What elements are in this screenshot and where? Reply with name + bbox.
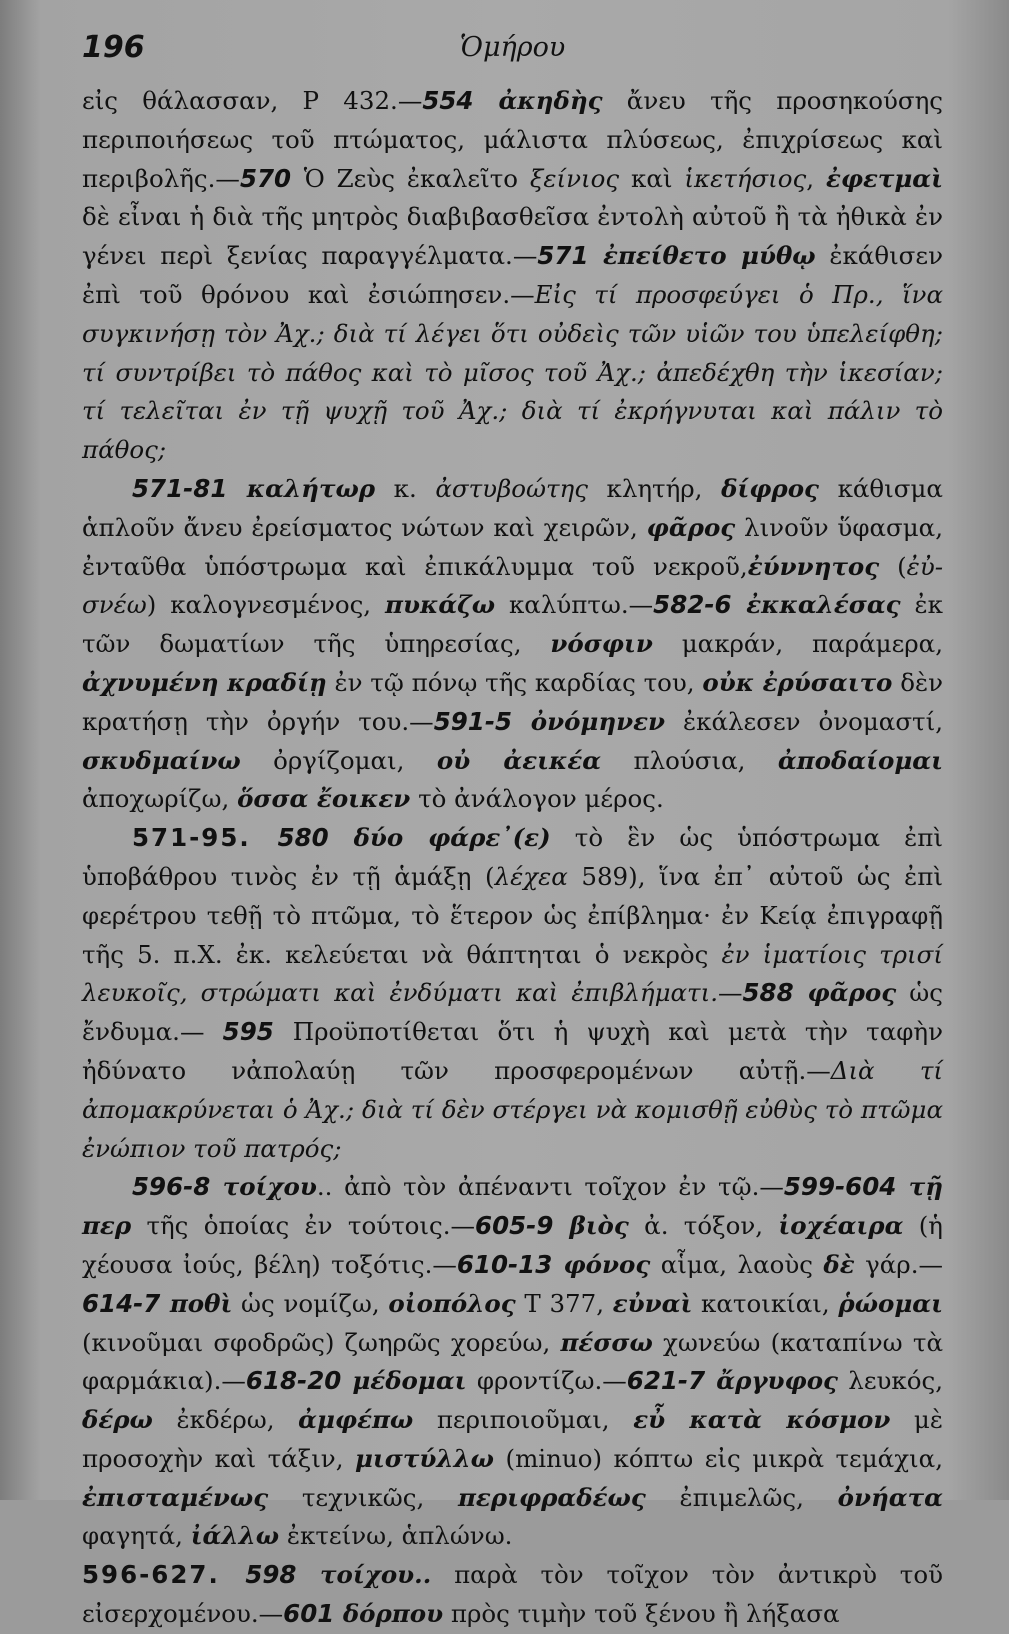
text-run: πλούσια,: [601, 745, 778, 775]
line-reference: 570: [239, 163, 304, 193]
text-run: (: [879, 551, 907, 581]
lemma-term: φᾶρος: [646, 512, 736, 542]
text-run: (minuo) κόπτω εἰς μικρὰ τεμάχια,: [494, 1443, 943, 1473]
line-reference: 588: [742, 978, 808, 1008]
lemma-term: ἀποδαίομαι: [777, 745, 943, 775]
line-reference: 591-5: [433, 706, 531, 736]
lemma-term: ὀνήατα: [837, 1482, 944, 1512]
lemma-term: ἰάλλω: [190, 1521, 280, 1551]
text-run: ἐκτείνω, ἁπλώνω.: [279, 1521, 513, 1551]
lemma-term: δόρπου: [342, 1599, 444, 1629]
line-reference: 571: [537, 241, 603, 271]
lemma-term: ἐπισταμένως: [82, 1482, 269, 1512]
text-run: παρὰ τὸν τοῖχον τὸν ἀντικρὺ τοῦ εἰσερχομένου.—: [82, 1560, 943, 1629]
italic-run: ξείνιος: [529, 163, 620, 193]
lemma-term: ἐύννητος: [747, 551, 880, 581]
text-run: δὲ εἶναι ἡ διὰ τῆς μητρὸς διαβιβασθεῖσα ἐντολὴ αὐτοῦ ἢ τὰ ἠθικὰ ἐν γένει περὶ ξενίας παραγγέλματα.—: [82, 202, 943, 271]
text-run: ὀργίζομαι,: [240, 745, 437, 775]
lemma-term: περιφραδέως: [457, 1482, 646, 1512]
italic-run: Εἰς τί προσφεύγει ὁ Πρ., ἵνα συγκινήσῃ τὸν Ἀχ.; διὰ τί λέγει ὅτι οὐδεὶς τῶν υἱῶν του ὑπελείφθη; τί συντρίβει τὸ πάθος καὶ τὸ μῖσος τοῦ Ἀχ.; ἀπεδέχθη τὴν ἱκεσίαν; τί τελεῖται ἐν τῇ ψυχῇ τοῦ Ἀχ.; διὰ τί ἐκρήγνυται καὶ πάλιν τὸ πάθος;: [82, 279, 943, 465]
line-reference: 580: [277, 823, 354, 853]
line-reference: 605-9: [475, 1211, 570, 1241]
lemma-term: τοίχου: [222, 1172, 317, 1202]
line-reference: 614-7: [82, 1288, 170, 1318]
section-reference: 571-95.: [132, 823, 278, 853]
lemma-term: ἐκκαλέσας: [746, 590, 901, 620]
lemma-term: ἰοχέαιρα: [778, 1211, 904, 1241]
text-run: .. ἀπὸ τὸν ἀπέναντι τοῖχον ἐν τῷ.—: [316, 1172, 784, 1202]
text-run: ὡς ἔνδυμα.—: [82, 978, 943, 1047]
lemma-term: πέσσω: [560, 1327, 653, 1357]
text-run: ἐκάλεσεν ὀνομαστί,: [665, 706, 943, 736]
paragraph-p4: [82, 1168, 943, 1556]
line-reference: 599-604: [783, 1172, 909, 1202]
italic-run: ἀστυβοώτης: [435, 473, 588, 503]
paragraph-p5: [82, 1556, 943, 1634]
lemma-term: βιὸς: [569, 1211, 629, 1241]
lemma-term: τῇ περ: [82, 1172, 944, 1241]
text-run: ἄνευ τῆς προσηκούσης περιποιήσεως τοῦ πτώματος, μάλιστα πλύσεως, ἐπιχρίσεως καὶ περιβολῆς.—: [82, 86, 943, 193]
text-run: πρὸς τιμὴν τοῦ ξένου ἢ λήξασα: [443, 1599, 840, 1629]
page-header: [82, 30, 943, 82]
text-run: μακράν, παράμερα,: [652, 629, 943, 659]
running-title: Ὁμήρου: [459, 32, 566, 63]
text-run: (ἡ χέουσα ἰούς, βέλη) τοξότις.—: [82, 1211, 943, 1279]
text-run: τὸ ἀνάλογον μέρος.: [410, 784, 664, 814]
text-run: κ.: [375, 473, 436, 503]
text-run: Τ 377,: [515, 1288, 613, 1318]
lemma-term: οὐ ἀεικέα: [436, 745, 602, 775]
text-run: εἰς θάλασσαν, Ρ 432.—: [82, 86, 423, 115]
lemma-term: σκυδμαίνω: [82, 745, 241, 775]
text-run: κλητήρ,: [587, 473, 722, 503]
lemma-term: μιστύλλω: [354, 1443, 495, 1473]
lemma-term: ἀκηδὴς: [498, 86, 603, 115]
line-reference: 582-6: [653, 590, 747, 620]
line-reference: 596-8: [132, 1172, 223, 1202]
text-run: λινοῦν ὕφασμα, ἐνταῦθα ὑπόστρωμα καὶ ἐπικάλυμμα τοῦ νεκροῦ,: [82, 512, 943, 581]
lemma-term: εὐναὶ: [612, 1288, 693, 1318]
lemma-term: ὀνόμηνεν: [530, 706, 666, 736]
line-reference: 571-81: [132, 473, 247, 503]
italic-run: Διὰ τί ἀπομακρύνεται ὁ Ἀχ.; διὰ τί δὲν στέργει νὰ κομισθῇ εὐθὺς τὸ πτῶμα ἐνώπιον τοῦ πατρός;: [82, 1055, 944, 1163]
text-run: (κινοῦμαι σφοδρῶς) ζωηρῶς χορεύω,: [82, 1327, 561, 1357]
section-reference: 596-627.: [82, 1560, 246, 1590]
text-run: αἷμα, λαοὺς: [650, 1249, 824, 1279]
lemma-term: ποθὶ: [169, 1288, 233, 1318]
italic-run: ἐὐ-σνέω: [82, 551, 943, 620]
lemma-term: μέδομαι: [352, 1366, 467, 1396]
text-run: τὸ ἓν ὡς ὑπόστρωμα ἐπὶ ὑποβάθρου τινὸς ἐν τῇ ἁμάξῃ (: [82, 823, 943, 891]
lemma-term: δὲ: [823, 1249, 855, 1279]
lemma-term: καλήτωρ: [246, 473, 376, 503]
text-run: ἐκάθισεν ἐπὶ τοῦ θρόνου καὶ ἐσιώπησεν.—: [82, 241, 943, 309]
text-run: ,: [806, 163, 826, 193]
text-run: Προϋποτίθεται ὅτι ἡ ψυχὴ καὶ μετὰ τὴν ταφὴν ἠδύνατο νἀπολαύῃ τῶν προσφερομένων αὐτῇ.—: [82, 1017, 943, 1085]
italic-run: ἐν ἱματίοις τρισί λευκοῖς, στρώματι καὶ ἐνδύματι καὶ ἐπιβλήματι.: [82, 939, 943, 1008]
line-reference: 610-13: [456, 1249, 564, 1279]
paragraph-p3: [82, 819, 943, 1168]
lemma-term: ἀχνυμένη κραδίῃ: [82, 667, 327, 697]
text-run: ἐκδέρω,: [152, 1405, 299, 1435]
lemma-term: δύο φάρε᾽(ε): [353, 823, 551, 853]
lemma-term: ἄργυφος: [716, 1366, 838, 1396]
text-run: κάθισμα ἁπλοῦν ἄνευ ἐρείσματος νώτων καὶ χειρῶν,: [82, 473, 943, 542]
text-run: ἀ. τόξον,: [628, 1211, 779, 1241]
line-reference: 598: [245, 1560, 321, 1590]
italic-run: λέχεα: [494, 861, 568, 891]
lemma-term: τοίχου..: [320, 1560, 432, 1590]
text-run: ἐπιμελῶς,: [645, 1482, 838, 1512]
text-run: περιποιοῦμαι,: [413, 1405, 634, 1435]
text-run: φροντίζω.—: [466, 1366, 627, 1396]
lemma-term: εὖ κατὰ κόσμον: [633, 1405, 891, 1435]
commentary-text: [82, 82, 943, 1634]
line-reference: 621-7: [626, 1366, 717, 1396]
text-run: ἀποχωρίζω,: [82, 784, 238, 814]
text-run: τῆς ὁποίας ἐν τούτοις.—: [131, 1211, 476, 1241]
text-run: δὲν κρατήσῃ τὴν ὀργήν του.—: [82, 667, 943, 736]
lemma-term: ἐφετμαὶ: [825, 163, 944, 193]
line-reference: 601: [283, 1599, 343, 1629]
line-reference: 554: [422, 86, 499, 115]
lemma-term: φόνος: [563, 1249, 651, 1279]
lemma-term: ἀμφέπω: [298, 1405, 414, 1435]
text-run: Ὁ Ζεὺς ἐκαλεῖτο: [303, 163, 530, 193]
lemma-term: φᾶρος: [807, 978, 897, 1008]
text-run: γάρ.—: [854, 1249, 943, 1279]
text-run: τεχνικῶς,: [268, 1482, 458, 1512]
text-run: 589), ἵνα ἐπ᾽ αὐτοῦ ὡς ἐπὶ φερέτρου τεθῇ τὸ πτῶμα, τὸ ἕτερον ὡς ἐπίβλημα· ἐν Κείᾳ ἐπιγραφῇ τῆς 5. π.Χ. ἐκ. κελεύεται νὰ θάπτηται ὁ νεκρὸς: [82, 861, 944, 969]
text-run: λευκός,: [837, 1366, 943, 1396]
text-run: φαγητά,: [82, 1521, 191, 1551]
lemma-term: δίφρος: [721, 473, 819, 503]
lemma-term: νόσφιν: [550, 629, 653, 659]
lemma-term: ἐπείθετο μύθῳ: [602, 241, 816, 271]
lemma-term: οἰοπόλος: [388, 1288, 516, 1318]
paragraph-p1: [82, 82, 943, 470]
text-run: ) καλογνεσμένος,: [146, 590, 386, 620]
text-run: —: [718, 978, 743, 1008]
line-reference: 618-20: [245, 1366, 353, 1396]
text-run: ἐκ τῶν δωματίων τῆς ὑπηρεσίας,: [82, 590, 943, 659]
page-number: 196: [82, 30, 145, 65]
text-run: ἐν τῷ πόνῳ τῆς καρδίας του,: [326, 667, 703, 697]
text-run: ὡς νομίζω,: [232, 1288, 389, 1318]
lemma-term: οὐκ ἐρύσαιτο: [702, 667, 893, 697]
lemma-term: πυκάζω: [385, 590, 496, 620]
text-run: χωνεύω (καταπίνω τὰ φαρμάκια).—: [82, 1327, 944, 1396]
line-reference: 595: [222, 1017, 293, 1047]
lemma-term: ὅσσα ἔοικεν: [237, 784, 411, 814]
paragraph-p2: [82, 470, 943, 819]
text-run: μὲ προσοχὴν καὶ τάξιν,: [82, 1405, 944, 1473]
text-run: καὶ: [619, 163, 685, 193]
lemma-term: ῥώομαι: [838, 1288, 944, 1318]
lemma-term: δέρω: [82, 1405, 153, 1435]
text-run: κατοικίαι,: [692, 1288, 839, 1318]
italic-run: ἱκετήσιος: [684, 163, 807, 193]
text-run: καλύπτω.—: [495, 590, 654, 620]
